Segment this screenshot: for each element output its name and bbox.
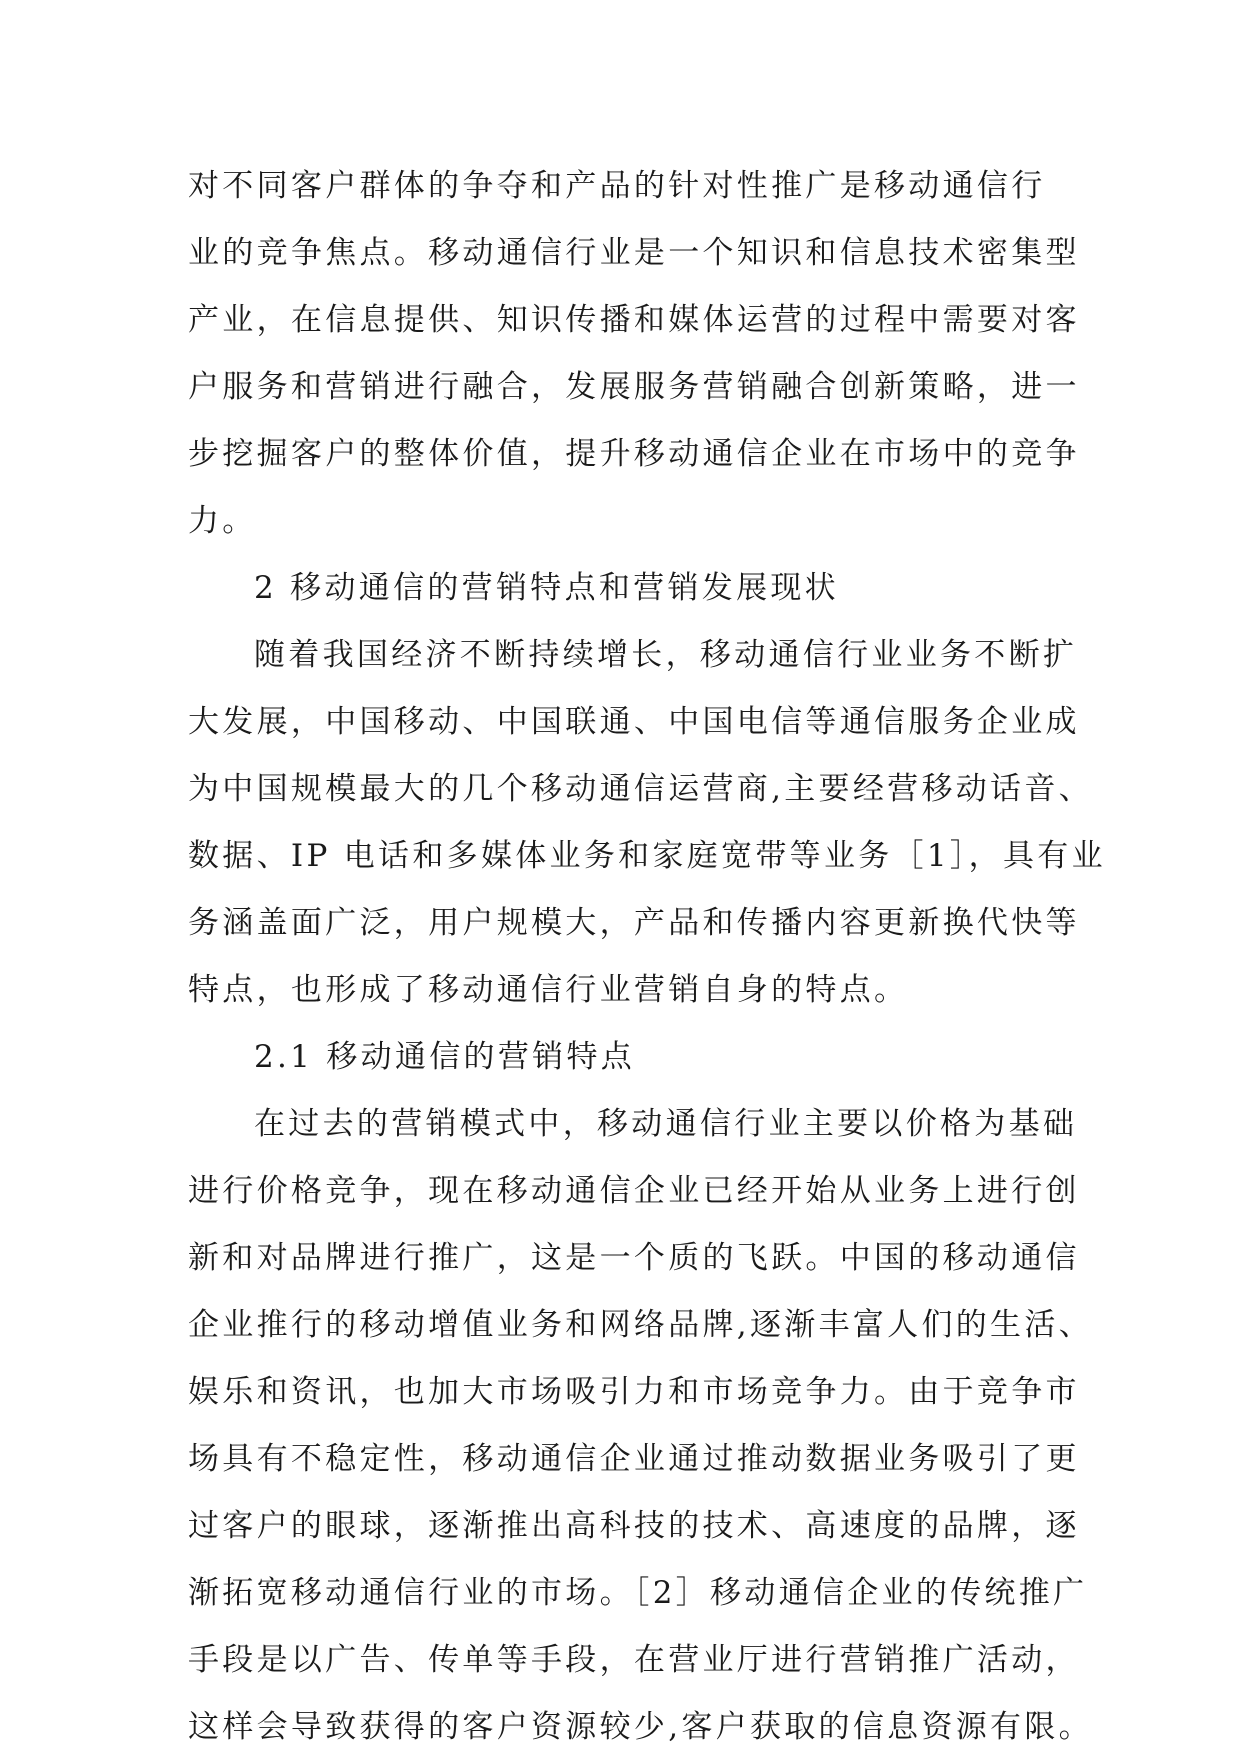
- text-line: 渐拓宽移动通信行业的市场。［2］移动通信企业的传统推广: [188, 1575, 1088, 1611]
- text-line: 随着我国经济不断持续增长，移动通信行业业务不断扩: [254, 637, 1078, 673]
- text-line: 力。: [188, 503, 257, 539]
- text-line: 进行价格竞争，现在移动通信企业已经开始从业务上进行创: [188, 1173, 1080, 1209]
- text-line: 业的竞争焦点。移动通信行业是一个知识和信息技术密集型: [188, 235, 1080, 271]
- text-line: 特点，也形成了移动通信行业营销自身的特点。: [188, 972, 909, 1008]
- text-line: 产业，在信息提供、知识传播和媒体运营的过程中需要对客: [188, 302, 1080, 338]
- subsection-heading: 2.1 移动通信的营销特点: [254, 1039, 636, 1075]
- text-line: 这样会导致获得的客户资源较少,客户获取的信息资源有限。: [188, 1709, 1093, 1745]
- text-line: 大发展，中国移动、中国联通、中国电信等通信服务企业成: [188, 704, 1080, 740]
- text-line: 为中国规模最大的几个移动通信运营商,主要经营移动话音、: [188, 771, 1093, 807]
- text-line: 企业推行的移动增值业务和网络品牌,逐渐丰富人们的生活、: [188, 1307, 1093, 1343]
- text-line: 过客户的眼球，逐渐推出高科技的技术、高速度的品牌，逐: [188, 1508, 1080, 1544]
- text-line: 步挖掘客户的整体价值，提升移动通信企业在市场中的竞争: [188, 436, 1080, 472]
- text-line: 手段是以广告、传单等手段，在营业厅进行营销推广活动，: [188, 1642, 1080, 1678]
- text-line: 场具有不稳定性，移动通信企业通过推动数据业务吸引了更: [188, 1441, 1080, 1477]
- text-line: 新和对品牌进行推广，这是一个质的飞跃。中国的移动通信: [188, 1240, 1080, 1276]
- text-line: 户服务和营销进行融合，发展服务营销融合创新策略，进一: [188, 369, 1080, 405]
- text-line: 娱乐和资讯，也加大市场吸引力和市场竞争力。由于竞争市: [188, 1374, 1080, 1410]
- section-heading: 2 移动通信的营销特点和营销发展现状: [254, 570, 839, 606]
- text-line: 对不同客户群体的争夺和产品的针对性推广是移动通信行: [188, 168, 1046, 204]
- text-line: 数据、IP 电话和多媒体业务和家庭宽带等业务［1］，具有业: [188, 838, 1106, 874]
- text-line: 务涵盖面广泛，用户规模大，产品和传播内容更新换代快等: [188, 905, 1080, 941]
- text-line: 在过去的营销模式中，移动通信行业主要以价格为基础: [254, 1106, 1078, 1142]
